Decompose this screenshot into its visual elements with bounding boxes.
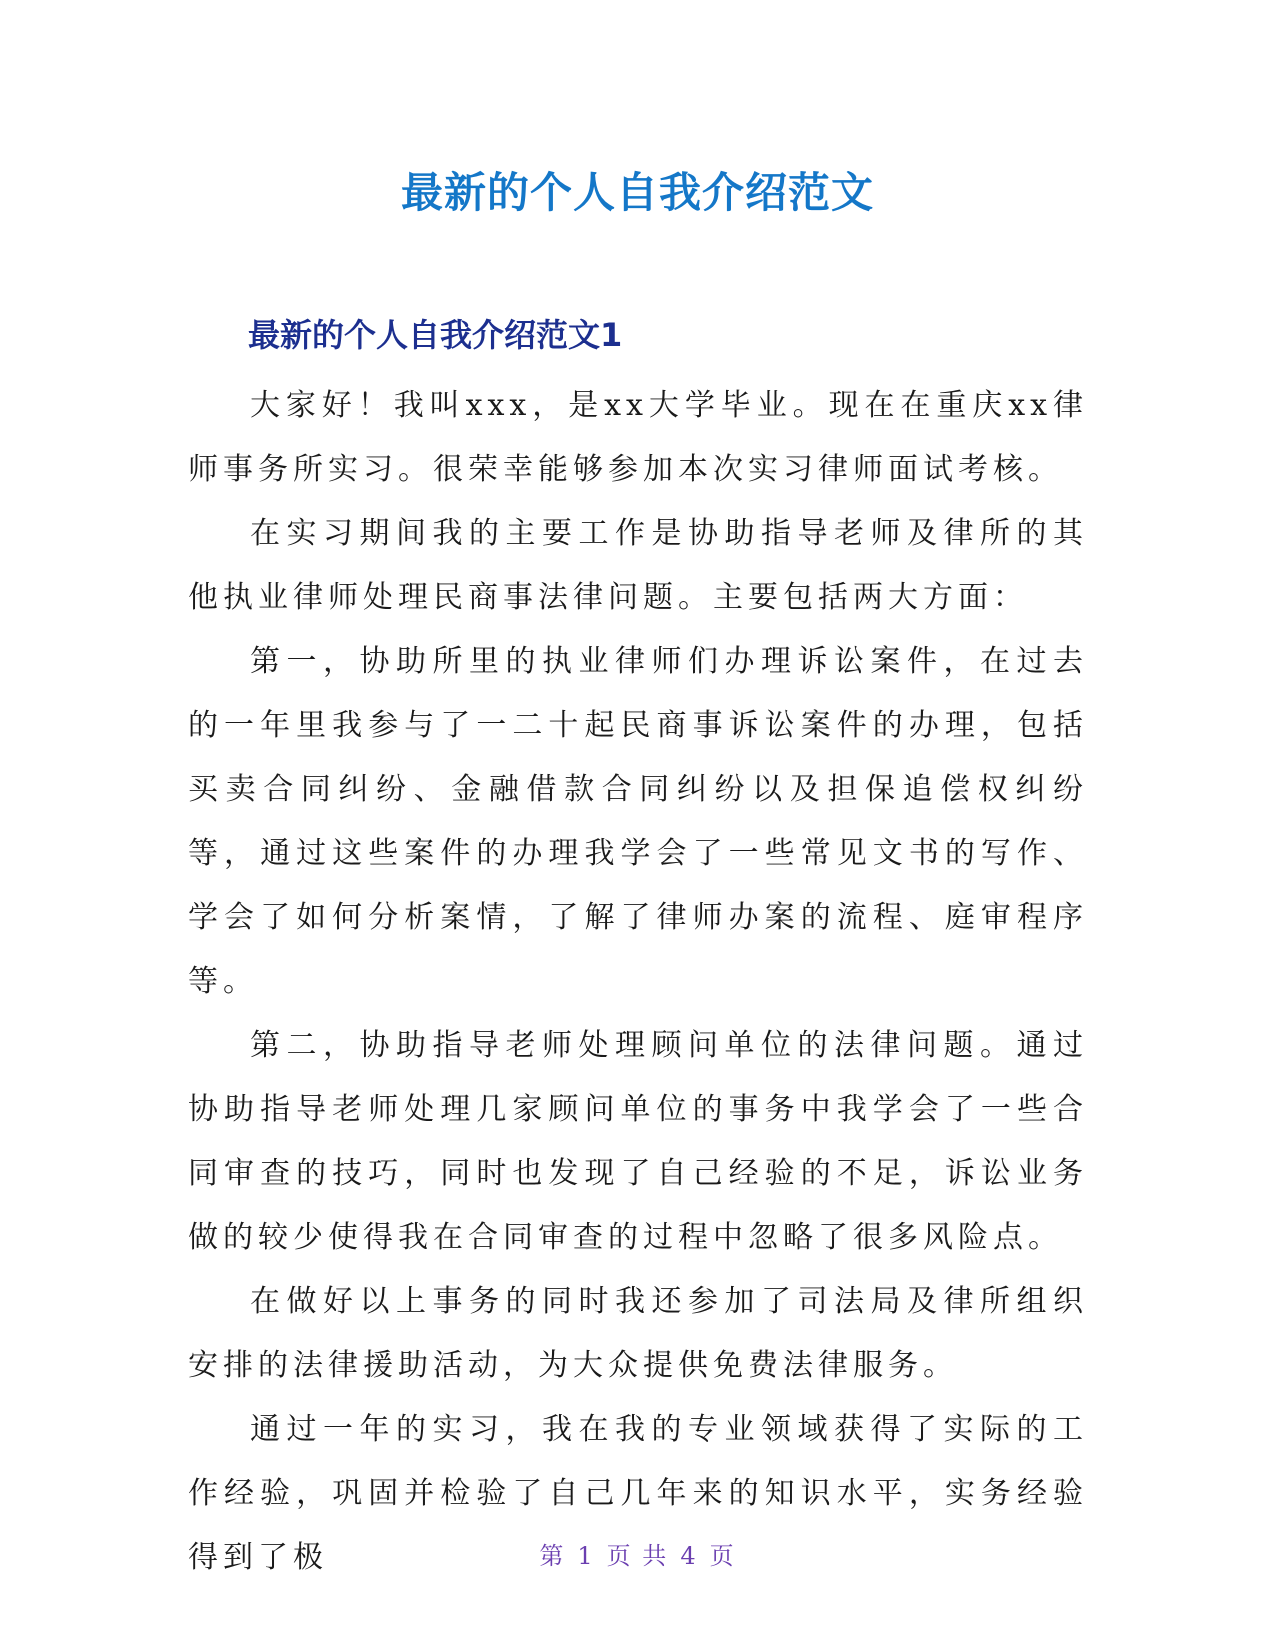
document-body (188, 374, 1088, 1590)
document-title: 最新的个人自我介绍范文 (400, 168, 874, 217)
paragraph: 在实习期间我的主要工作是协助指导老师及律所的其他执业律师处理民商事法律问题。主要包括两大方面： (188, 516, 1088, 615)
footer-mid: 页 共 (606, 1542, 669, 1570)
paragraph: 通过一年的实习，我在我的专业领域获得了实际的工作经验，巩固并检验了自己几年来的知识水平，实务经验得到了极 (188, 1412, 1088, 1575)
footer-suffix: 页 (709, 1542, 736, 1570)
current-page-number: 1 (577, 1542, 595, 1570)
paragraph: 第二，协助指导老师处理顾问单位的法律问题。通过协助指导老师处理几家顾问单位的事务中我学会了一些合同审查的技巧，同时也发现了自己经验的不足，诉讼业务做的较少使得我在合同审查的过程中忽略了很多风险点。 (188, 1028, 1088, 1255)
paragraph: 大家好！我叫xxx，是xx大学毕业。现在在重庆xx律师事务所实习。很荣幸能够参加本次实习律师面试考核。 (188, 388, 1088, 487)
footer-prefix: 第 (539, 1542, 566, 1570)
page-number-footer (0, 1536, 1275, 1571)
paragraph: 在做好以上事务的同时我还参加了司法局及律所组织安排的法律援助活动，为大众提供免费法律服务。 (188, 1284, 1088, 1383)
total-page-count: 4 (680, 1542, 698, 1570)
section-heading: 最新的个人自我介绍范文1 (248, 316, 623, 354)
paragraph: 第一，协助所里的执业律师们办理诉讼案件，在过去的一年里我参与了一二十起民商事诉讼案件的办理，包括买卖合同纠纷、金融借款合同纠纷以及担保追偿权纠纷等，通过这些案件的办理我学会了一些常见文书的写作、学会了如何分析案情，了解了律师办案的流程、庭审程序等。 (188, 644, 1088, 999)
